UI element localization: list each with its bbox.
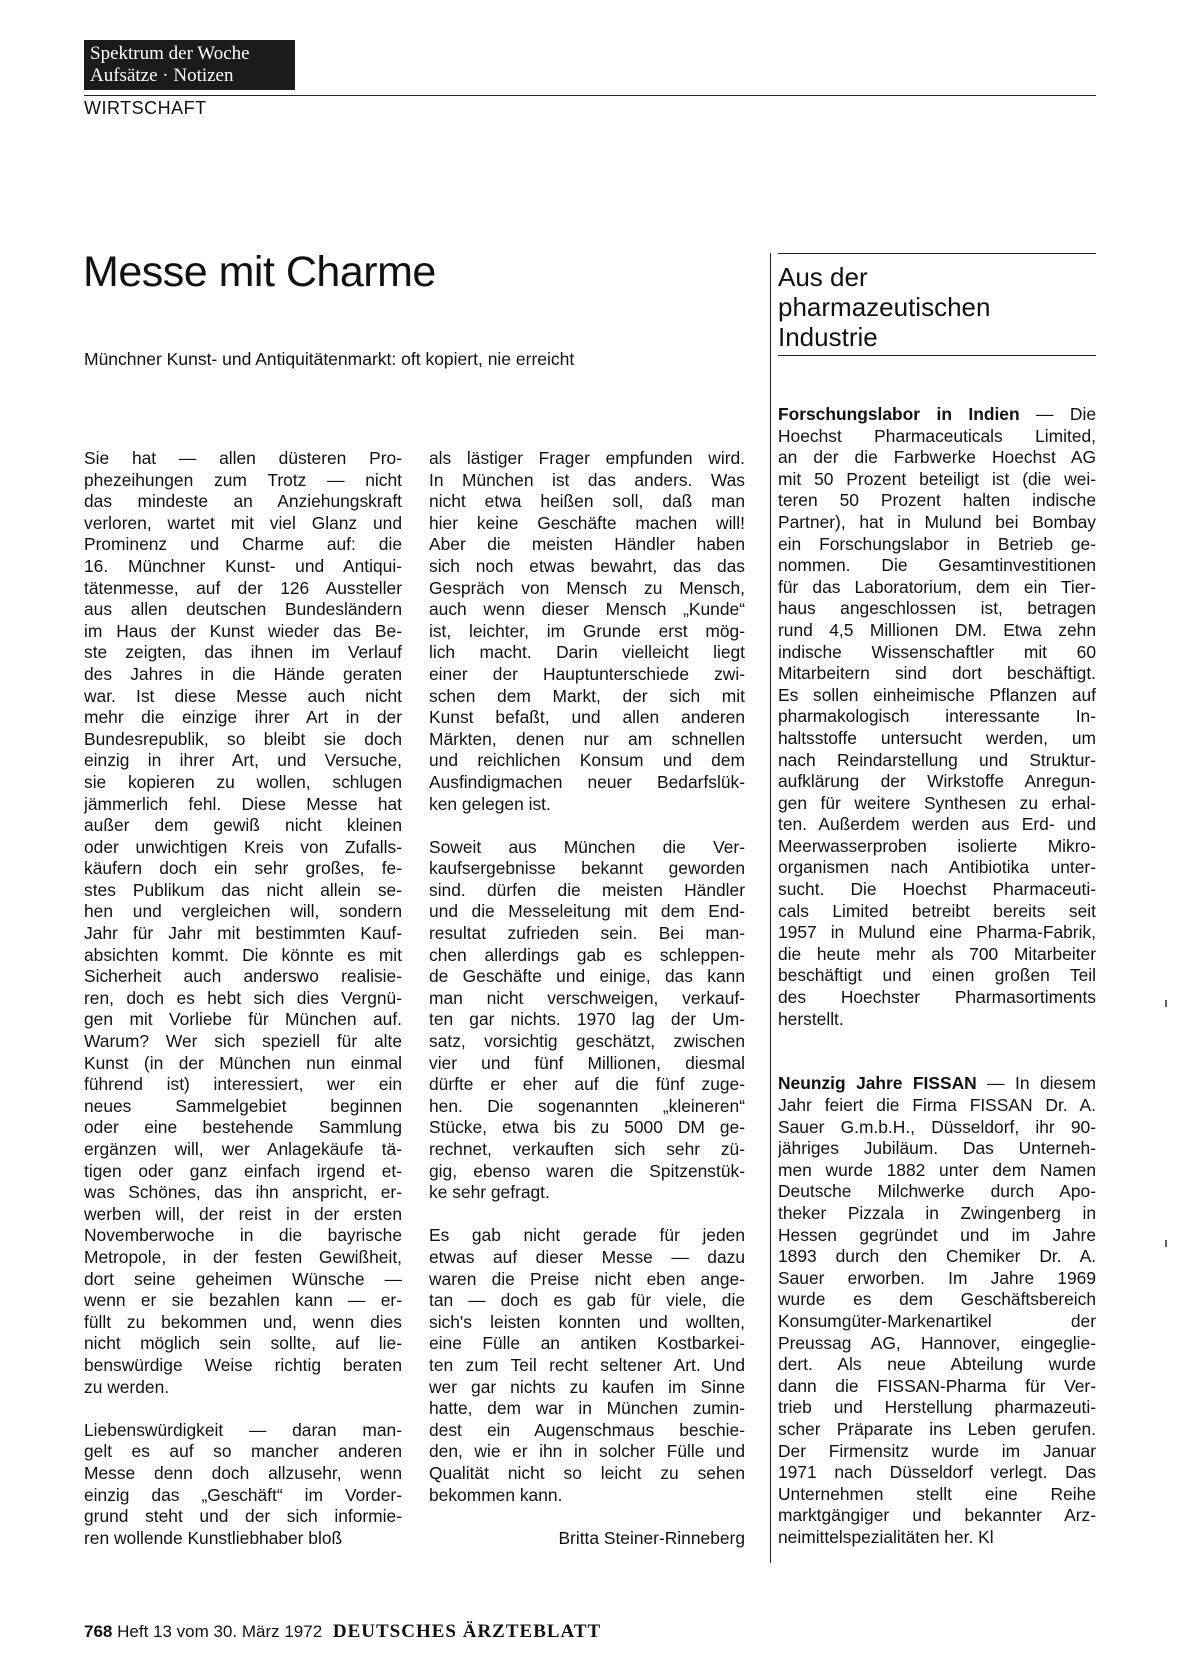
text-line: einer der Hauptunterschiede zwi-: [429, 663, 745, 684]
text-line: etwas auf dieser Messe — dazu: [429, 1246, 745, 1267]
text-line: schen dem Markt, der sich mit: [429, 685, 745, 706]
text-line: organismen nach Antibiotika unter-: [778, 857, 1096, 878]
text-line: oder eine bestehende Sammlung: [84, 1117, 402, 1138]
text-line: sucht. Die Hoechst Pharmaceuti-: [778, 879, 1096, 900]
text-line: Sie hat — allen düsteren Pro-: [84, 448, 402, 468]
text-line: vier und fünf Millionen, diesmal: [429, 1052, 745, 1073]
text-line: die heute mehr als 700 Mitarbeiter: [778, 943, 1096, 964]
text-line: sind. dürfen die meisten Händler: [429, 879, 745, 900]
sidebar-title-line-1: Aus der: [778, 262, 868, 292]
text-line: Bundesrepublik, so bleibt sie doch: [84, 728, 402, 749]
sidebar-column: [778, 404, 1096, 1548]
sidebar-item-1-heading: Forschungslabor in Indien: [778, 404, 1020, 424]
text-line: auch wenn dieser Mensch „Kunde“: [429, 599, 745, 620]
text-line: tigen oder ganz einfach irgend et-: [84, 1160, 402, 1181]
sidebar-item-2-heading: Neunzig Jahre FISSAN: [778, 1073, 977, 1094]
text-line: außer dem gewiß nicht kleinen: [84, 815, 402, 836]
text-line: im Haus der Kunst wieder das Be-: [84, 620, 402, 641]
text-line: stes Publikum das nicht allein se-: [84, 879, 402, 900]
text-line: nicht möglich sein sollte, auf lie-: [84, 1333, 402, 1354]
text-line: jähriges Jubiläum. Das Unterneh-: [778, 1138, 1096, 1159]
article-column-1: [84, 448, 402, 1549]
text-line: dann die FISSAN-Pharma für Ver-: [778, 1375, 1096, 1396]
text-line: Prominenz und Charme auf: die: [84, 534, 402, 555]
text-line: dort seine geheimen Wünsche —: [84, 1268, 402, 1289]
text-line: mit 50 Prozent beteiligt ist (die wei-: [778, 468, 1096, 489]
text-line: [84, 1398, 402, 1420]
text-line: ten. Außerdem werden aus Erd- und: [778, 814, 1096, 835]
text-line: pharmakologisch interessante In-: [778, 706, 1096, 727]
text-line: den, wie er ihn in solcher Fülle und: [429, 1441, 745, 1462]
text-line: cals Limited betreibt bereits seit: [778, 900, 1096, 921]
text-line: teren 50 Prozent halten indische: [778, 490, 1096, 511]
text-line: 16. Münchner Kunst- und Antiqui-: [84, 555, 402, 576]
sidebar-divider: [770, 253, 771, 1563]
page-number: 768: [84, 1622, 113, 1641]
text-line: Meerwasserproben isolierte Mikro-: [778, 835, 1096, 856]
text-line: resultat zufrieden sein. Bei man-: [429, 923, 745, 944]
text-line: oder unwichtigen Kreis von Zufalls-: [84, 836, 402, 857]
text-line: men wurde 1882 unter dem Namen: [778, 1159, 1096, 1180]
text-line: [429, 1506, 745, 1528]
sidebar-item-1-lead: — Die: [1019, 404, 1096, 424]
text-line: jämmerlich fehl. Diese Messe hat: [84, 793, 402, 814]
text-line: ist, leichter, im Grunde erst mög-: [429, 620, 745, 641]
sidebar-item-2-body: [778, 1095, 1096, 1548]
text-line: tan — doch es gab für viele, die: [429, 1290, 745, 1311]
text-line: zu werden.: [84, 1376, 170, 1397]
text-line: mehr die einzige ihrer Art in der: [84, 707, 402, 728]
text-line: Sauer erworben. Im Jahre 1969: [778, 1267, 1096, 1288]
text-line: dert. Als neue Abteilung wurde: [778, 1354, 1096, 1375]
article-title: Messe mit Charme: [83, 248, 436, 296]
text-line: Unternehmen stellt eine Reihe: [778, 1483, 1096, 1504]
sidebar-item-2-first-line: [778, 1073, 1096, 1095]
text-line: füllt zu bekommen und, wenn dies: [84, 1311, 402, 1332]
text-line: ste zeigten, das ihnen im Verlauf: [84, 642, 402, 663]
text-line: Sicherheit auch anderswo realisie-: [84, 966, 402, 987]
text-line: bekommen kann.: [429, 1484, 563, 1505]
sidebar-title: [778, 262, 990, 352]
text-line: benswürdige Weise richtig beraten: [84, 1354, 402, 1375]
text-line: 1971 nach Düsseldorf verlegt. Das: [778, 1462, 1096, 1483]
text-line: gig, ebenso waren die Spitzenstük-: [429, 1160, 745, 1181]
text-line: ren, doch es hebt sich dies Vergnü-: [84, 987, 402, 1008]
text-line: Der Firmensitz wurde im Januar: [778, 1440, 1096, 1461]
text-line: Aber die meisten Händler haben: [429, 534, 745, 555]
text-line: des Jahres in die Hände geraten: [84, 663, 402, 684]
badge-line-1: Spektrum der Woche: [90, 43, 250, 64]
text-line: rechnet, verkauften sich sehr zü-: [429, 1139, 745, 1159]
text-line: werben will, der reist in der ersten: [84, 1203, 402, 1224]
text-line: Ausfindigmachen neuer Bedarfslük-: [429, 771, 745, 792]
text-line: einzig in ihrer Art, und Versuche,: [84, 750, 402, 771]
text-line: Soweit aus München die Ver-: [429, 836, 745, 857]
article-subtitle: Münchner Kunst- und Antiquitätenmarkt: oft kopiert, nie erreicht: [84, 349, 575, 369]
text-line: dürfte er eher auf die fünf zuge-: [429, 1074, 745, 1095]
article-column-2: [429, 448, 745, 1549]
sidebar-item-1-body: [778, 426, 1096, 1031]
text-line: ein Forschungslabor in Betrieb ge-: [778, 533, 1096, 554]
text-line: hen. Die sogenannten „kleineren“: [429, 1095, 745, 1116]
author-signature: Britta Steiner-Rinneberg: [558, 1527, 745, 1548]
text-line: ergänzen will, wer Anlagekäufe tä-: [84, 1139, 402, 1159]
text-line: eine Fülle an antiken Kostbarkei-: [429, 1333, 745, 1354]
text-line: Sauer G.m.b.H., Düsseldorf, ihr 90-: [778, 1116, 1096, 1137]
text-line: beschäftigt und einen großen Teil: [778, 965, 1096, 986]
text-line: für das Laboratorium, dem ein Tier-: [778, 576, 1096, 597]
text-line: Kunst (in der München nun einmal: [84, 1052, 402, 1073]
text-line: Qualität nicht so leicht zu sehen: [429, 1462, 745, 1483]
text-line: theker Pizzala in Zwingenberg in: [778, 1202, 1096, 1223]
sidebar-title-line-3: Industrie: [778, 322, 878, 352]
text-line: Stücke, etwa bis zu 5000 DM ge-: [429, 1117, 745, 1138]
text-line: und die Messeleitung mit dem End-: [429, 901, 745, 922]
text-line: ken gelegen ist.: [429, 793, 551, 814]
text-line: chen allerdings gab es schleppen-: [429, 944, 745, 965]
text-line: gen mit Vorliebe für München auf.: [84, 1009, 402, 1030]
text-line: nicht etwa heißen soll, daß man: [429, 491, 745, 512]
text-line: wenn er sie bezahlen kann — er-: [84, 1290, 402, 1311]
text-line: wurde es dem Geschäftsbereich: [778, 1289, 1096, 1310]
text-line: marktgängiger und bekannter Arz-: [778, 1505, 1096, 1526]
text-line: phezeihungen zum Trotz — nicht: [84, 469, 402, 490]
text-line: aus allen deutschen Bundesländern: [84, 599, 402, 620]
sidebar-item-2-lead: — In diesem: [976, 1073, 1096, 1094]
text-line: Jahr feiert die Firma FISSAN Dr. A.: [778, 1095, 1096, 1115]
text-line: In München ist das anders. Was: [429, 469, 745, 490]
text-line: indische Wissenschaftler mit 60: [778, 641, 1096, 662]
text-line: Warum? Wer sich speziell für alte: [84, 1031, 402, 1052]
text-line: Es gab nicht gerade für jeden: [429, 1225, 745, 1246]
text-line: 1957 in Mulund eine Pharma-Fabrik,: [778, 922, 1096, 943]
section-label: WIRTSCHAFT: [84, 98, 207, 118]
text-line: Messe denn doch allzusehr, wenn: [84, 1462, 402, 1483]
text-line: herstellt.: [778, 1008, 844, 1029]
text-line: Jahr für Jahr mit bestimmten Kauf-: [84, 923, 402, 944]
text-line: de Geschäfte und einige, das kann: [429, 966, 745, 987]
text-line: satz, vorsichtig geschätzt, zwischen: [429, 1031, 745, 1052]
text-line: einzig das „Geschäft“ im Vorder-: [84, 1484, 402, 1505]
text-line: Deutsche Milchwerke durch Apo-: [778, 1181, 1096, 1202]
text-line: tätenmesse, auf der 126 Aussteller: [84, 577, 402, 598]
text-line: haus angeschlossen ist, betragen: [778, 598, 1096, 619]
page-footer: [84, 1621, 601, 1643]
text-line: Mitarbeitern sind dort beschäftigt.: [778, 663, 1096, 684]
text-line: Novemberwoche in die bayrische: [84, 1225, 402, 1246]
text-line: grund steht und der sich informie-: [84, 1506, 402, 1527]
sidebar-title-line-2: pharmazeutischen: [778, 292, 991, 322]
text-line: trieb und Herstellung pharmazeuti-: [778, 1397, 1096, 1418]
text-line: man nicht verschweigen, verkauf-: [429, 987, 745, 1008]
text-line: Hoechst Pharmaceuticals Limited,: [778, 425, 1096, 446]
text-line: als lästiger Frager empfunden wird.: [429, 448, 745, 468]
text-line: Liebenswürdigkeit — daran man-: [84, 1419, 402, 1440]
text-line: hier keine Geschäfte machen will!: [429, 512, 745, 533]
text-line: 1893 durch den Chemiker Dr. A.: [778, 1246, 1096, 1267]
text-line: kaufsergebnisse bekannt geworden: [429, 858, 745, 879]
text-line: führend ist) interessiert, wer ein: [84, 1074, 402, 1095]
text-line: sich's leisten konnten und wollten,: [429, 1311, 745, 1332]
text-line: das mindeste an Anziehungskraft: [84, 491, 402, 512]
text-line: [429, 815, 745, 837]
text-line: haltsstoffe untersucht werden, um: [778, 727, 1096, 748]
text-line: ten zum Teil recht seltener Art. Und: [429, 1354, 745, 1375]
sidebar-rule-top: [778, 253, 1096, 254]
text-line: war. Ist diese Messe auch nicht: [84, 685, 402, 706]
margin-mark: [1165, 1240, 1167, 1247]
text-line: wer gar nichts zu kaufen im Sinne: [429, 1376, 745, 1397]
text-line: was Schönes, das ihn anspricht, er-: [84, 1182, 402, 1203]
sidebar-rule-bottom: [778, 355, 1096, 356]
text-line: Konsumgüter-Markenartikel der: [778, 1310, 1096, 1331]
text-line: nach Reindarstellung und Struktur-: [778, 749, 1096, 770]
text-line: aufklärung der Wirkstoffe Anregun-: [778, 771, 1096, 792]
text-line: Hessen gegründet und im Jahre: [778, 1224, 1096, 1245]
text-line: des Hoechster Pharmasortiments: [778, 987, 1096, 1008]
text-line: nommen. Die Gesamtinvestitionen: [778, 555, 1096, 576]
text-line: hen und vergleichen will, sondern: [84, 901, 402, 922]
text-line: Metropole, in der festen Gewißheit,: [84, 1246, 402, 1267]
header-rule: [84, 95, 1096, 96]
text-line: Gespräch von Mensch zu Mensch,: [429, 577, 745, 598]
text-line: lich macht. Darin vielleicht liegt: [429, 642, 745, 663]
text-line: ke sehr gefragt.: [429, 1182, 550, 1203]
text-line: verloren, wartet mit viel Glanz und: [84, 512, 402, 533]
text-line: und reichlichen Konsum und dem: [429, 750, 745, 771]
text-line: absichten kommt. Die könnte es mit: [84, 944, 402, 965]
text-line: gen für weitere Synthesen zu erhal-: [778, 792, 1096, 813]
text-line: waren die Preise nicht eben ange-: [429, 1268, 745, 1289]
text-line: Kunst befaßt, und allen anderen: [429, 707, 745, 728]
text-line: neimittelspezialitäten her. Kl: [778, 1526, 994, 1547]
text-line: dest ein Augenschmaus beschie-: [429, 1419, 745, 1440]
text-line: Es sollen einheimische Pflanzen auf: [778, 684, 1096, 705]
issue-info: Heft 13 vom 30. März 1972: [117, 1622, 323, 1641]
margin-mark: [1165, 1000, 1167, 1007]
badge-line-2: Aufsätze · Notizen: [90, 65, 234, 86]
magazine-name: DEUTSCHES ÄRZTEBLATT: [332, 1621, 602, 1642]
text-line: Partner), hat in Mulund bei Bombay: [778, 511, 1096, 532]
text-line: ren wollende Kunstliebhaber bloß: [84, 1527, 343, 1548]
text-line: neues Sammelgebiet beginnen: [84, 1095, 402, 1116]
text-line: [429, 1204, 745, 1226]
section-badge: [84, 40, 295, 90]
text-line: scher Präparate ins Leben gerufen.: [778, 1418, 1096, 1439]
text-line: gelt es auf so mancher anderen: [84, 1441, 402, 1462]
text-line: sie kopieren zu wollen, schlugen: [84, 771, 402, 792]
text-line: an der die Farbwerke Hoechst AG: [778, 447, 1096, 468]
text-line: ten gar nichts. 1970 lag der Um-: [429, 1009, 745, 1030]
text-line: Preussag AG, Hannover, eingeglie-: [778, 1332, 1096, 1353]
sidebar-item-1-first-line: [778, 404, 1096, 426]
text-line: käufern doch ein sehr großes, fe-: [84, 858, 402, 879]
text-line: rund 4,5 Millionen DM. Etwa zehn: [778, 619, 1096, 640]
text-line: hatte, dem war in München zumin-: [429, 1398, 745, 1419]
text-line: sich noch etwas bewahrt, das das: [429, 555, 745, 576]
text-line: Märkten, denen nur am schnellen: [429, 728, 745, 749]
